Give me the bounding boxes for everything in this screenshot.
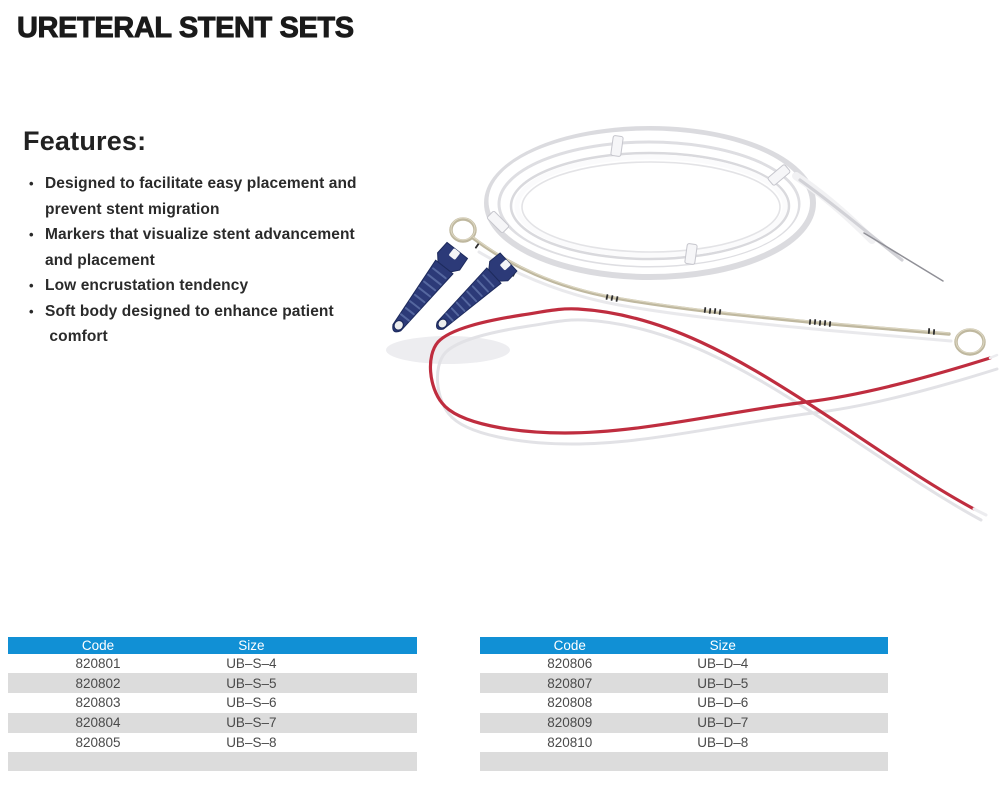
table-cell: 820801	[75, 655, 121, 671]
table-cell: 820807	[547, 675, 593, 691]
feature-line: comfort	[45, 328, 108, 345]
table-cell: UB–S–4	[226, 655, 277, 671]
table-cell: UB–D–6	[697, 695, 749, 711]
red-stent	[430, 309, 997, 520]
coiled-catheter	[487, 129, 813, 277]
table-cell: 820802	[75, 675, 121, 691]
table-cell: 820809	[547, 715, 593, 731]
table-cell: 820808	[547, 695, 593, 711]
table-row	[8, 693, 417, 713]
table-row	[480, 654, 888, 674]
table-row	[8, 673, 417, 693]
table-row	[480, 693, 888, 713]
table-cell: 820803	[75, 695, 121, 711]
table-cell: UB–S–8	[226, 735, 277, 751]
feature-item	[23, 222, 393, 273]
feature-line: • Low encrustation tendency	[45, 277, 249, 294]
table-header-row	[480, 637, 888, 654]
feature-item	[23, 273, 393, 299]
feature-line: • Markers that visualize stent advancement	[45, 226, 355, 243]
features-heading: Features:	[23, 126, 147, 156]
table-cell: UB–D–8	[697, 735, 749, 751]
table-cell: UB–D–5	[697, 675, 749, 691]
page-title: URETERAL STENT SETS	[17, 12, 354, 44]
feature-item	[23, 171, 393, 222]
spec-table-left	[8, 637, 417, 771]
feature-line: and placement	[45, 251, 155, 269]
table-header-row	[8, 637, 417, 654]
feature-line: • Soft body designed to enhance patient	[45, 302, 334, 320]
features-section	[23, 126, 393, 350]
table-row	[8, 654, 417, 674]
table-cell: UB–S–7	[226, 715, 277, 731]
table-cell: 820805	[75, 735, 121, 751]
feature-line: prevent stent migration	[45, 200, 220, 218]
column-header: Code	[81, 637, 115, 653]
table-cell: UB–D–4	[697, 655, 749, 671]
feature-item	[23, 299, 393, 350]
guidewire-taper	[796, 176, 943, 281]
feature-line: • Designed to facilitate easy placement and	[45, 175, 357, 192]
table-cell: UB–D–7	[697, 715, 749, 731]
column-header: Code	[553, 637, 586, 653]
table-cell: UB–S–6	[226, 695, 277, 711]
spec-table-right	[480, 637, 888, 771]
table-cell: 820804	[75, 715, 121, 731]
table-row	[480, 713, 888, 733]
product-photo	[380, 95, 1000, 565]
stent-clamps	[383, 242, 517, 340]
table-row	[480, 733, 888, 753]
table-row	[480, 673, 888, 693]
table-cell: 820806	[547, 655, 593, 671]
table-cell: 820810	[547, 735, 593, 751]
table-row	[8, 713, 417, 733]
table-cell: UB–S–5	[226, 675, 277, 691]
table-empty-row	[480, 752, 888, 771]
column-header: Size	[238, 637, 265, 653]
column-header: Size	[709, 637, 736, 653]
table-empty-row	[8, 752, 417, 771]
features-list	[23, 171, 393, 350]
table-row	[8, 733, 417, 753]
